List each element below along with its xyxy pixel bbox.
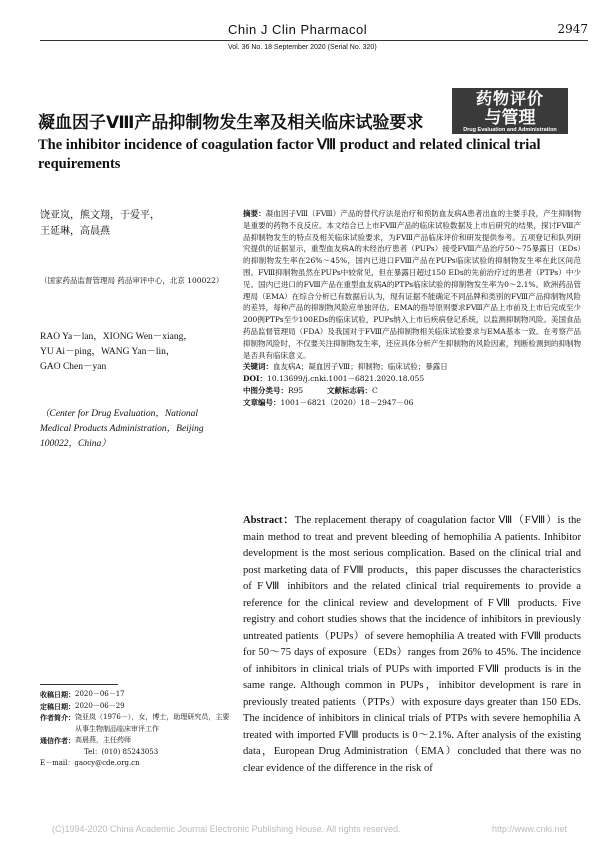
meta-value: 2020－06－17 (75, 690, 125, 698)
meta-row (40, 712, 230, 735)
footer-copyright: (C)1994-2020 China Academic Journal Electronic Publishing House. All rights reserved. (52, 824, 401, 834)
meta-value: 饶亚岚（1976－），女，博士，助理研究员，主要从事生物制品临床审评工作 (75, 713, 230, 733)
title-chinese: 凝血因子Ⅷ产品抑制物发生率及相关临床试验要求 (38, 113, 424, 133)
class-value: R95 (288, 385, 304, 395)
meta-row (40, 701, 230, 713)
meta-label: 通信作者： (40, 736, 75, 745)
contact-tel: Tel：(010) 85243053 (84, 747, 159, 756)
abstract-en-text: The replacement therapy of coagulation factor Ⅷ（FⅧ）is the main method to treat and prevent bleeding of hemophilia A patients. Inhibitor development is the most serious complication. Based on the clinical trial and post marketing data of FⅧ products，this paper discusses the characteristics of FⅧ inhibitors and the related clinical trial requirements to provide a reference for the clinical review and development of FⅧ products. Five registry and cohort studies shows that the incidence of inhibitors in previously untreated patients（PUPs）of severe hemophilia A treated with FⅧ products for 50～75 days of exposure（EDs）ranges from 26% to 45%. The incidence of inhibitors in clinical trials of PUPs with imported FⅧ products is in the same range. Although common in PUPs，inhibitor development is rare in previously treated patients（PTPs）with exposure days greater than 150 EDs. The incidence of inhibitors in clinical trials of PTPs with severe hemophilia A treated with imported FⅧ products is 0～2.1%. After analysis of the existing data，European Drug Administration（EMA）concluded that there was no clear evidence of the difference in the risk of (243, 515, 582, 774)
article-no: 1001－6821（2020）18－2947－06 (280, 397, 414, 407)
doi: 10.13699/j.cnki.1001－6821.2020.18.055 (267, 374, 425, 384)
footer-url[interactable]: http://www.cnki.net (492, 824, 568, 834)
doc-code-label: 文献标志码： (327, 385, 373, 395)
author-line: 饶亚岚，熊文翔，于爱平， (40, 210, 160, 221)
abstract-english (243, 513, 581, 777)
keywords-label: 关键词： (243, 362, 273, 372)
journal-name: Chin J Clin Pharmacol (228, 22, 368, 37)
meta-value: 高晨燕，主任药师 (75, 736, 131, 744)
meta-rule (40, 684, 118, 685)
affiliation-english: （Center for Drug Evaluation，National Medical Products Administration，Beijing 100022，China） (40, 409, 204, 449)
article-meta (40, 689, 230, 770)
abstract-cn-label: 摘要： (243, 209, 266, 218)
abstract-chinese (243, 208, 581, 409)
meta-label: 作者简介： (40, 713, 75, 722)
section-logo-line3: Drug Evaluation and Administration (463, 127, 557, 133)
page-number: 2947 (557, 22, 588, 36)
meta-row (40, 735, 230, 747)
header-rule (40, 40, 588, 41)
abstract-cn-text: 凝血因子Ⅷ（FⅧ）产品的替代疗法是治疗和预防血友病A患者出血的主要手段，产生抑制物是重要的药物不良反应。本文结合已上市FⅧ产品的临床试验数据及上市后研究的结果，探讨FⅧ产品抑制物发生的特点及相关临床试验要求，为FⅧ产品临床评价和研发提供参考。五项登记和队列研究提供的证据显示，重型血友病A的未经治疗患者（PUPs）接受FⅧ产品治疗50～75暴露日（EDs）的抑制物发生率在26%～45%，国内已进口FⅧ产品在PUPs临床试验的抑制物发生率在此区间范围。FⅧ抑制物虽然在PUPs中较常见，但在暴露日超过150 EDs的先前治疗过的患者（PTPs）中少见。国内已进口的FⅧ产品在重型血友病A的PTPs临床试验的抑制物发生率为0～2.1%。欧洲药品管理局（EMA）在综合分析已有数据后认为，现有证据不能确定不同品牌和类别的FⅧ产品抑制物风险的差异，每种产品的抑制物风险应单独评估。EMA的指导原则要求FⅧ产品上市前及上市后完成至少200例PTPs至少100EDs的临床试验，PUPs纳入上市后疾病登记系统，以监测抑制物风险。美国食品药品监督管理局（FDA）及我国对于FⅧ产品抑制物相关临床试验要求与EMA基本一致。在考察产品抑制物风险时，不仅要关注抑制物发生率，还应具体分析产生抑制物的风险因素，判断检测到的抑制物是否具有临床意义。 (243, 209, 581, 360)
class-label: 中图分类号： (243, 385, 288, 395)
author-line: YU Ai－ping，WANG Yan－lin， (40, 347, 176, 357)
title-english: The inhibitor incidence of coagulation factor Ⅷ product and related clinical trial requirements (38, 137, 541, 172)
section-logo-line1: 药物评价 (475, 89, 544, 108)
authors-english (40, 330, 230, 375)
doc-code: C (372, 385, 378, 395)
meta-label: 定稿日期： (40, 701, 75, 711)
meta-label: 收稿日期： (40, 690, 75, 699)
author-line: GAO Chen－yan (40, 362, 107, 372)
abstract-en-label: Abstract： (243, 515, 295, 526)
keywords: 血友病A；凝血因子Ⅷ；抑制物；临床试验；暴露日 (273, 362, 448, 372)
contact-email: E－mail：gaocy@cde.org.cn (40, 759, 140, 767)
authors-chinese (40, 208, 230, 240)
section-logo (452, 88, 568, 134)
section-logo-line2: 与管理 (484, 108, 536, 128)
meta-row (40, 689, 230, 701)
volume-line: Vol. 36 No. 18 September 2020 (Serial No. 320) (228, 44, 377, 51)
meta-value: 2020－06－29 (75, 701, 125, 710)
author-line: RAO Ya－lan，XIONG Wen－xiang， (40, 332, 193, 342)
author-line: 王延琳，高晨燕 (40, 226, 110, 237)
doi-label: DOI： (243, 374, 268, 384)
article-no-label: 文章编号： (243, 397, 281, 407)
affiliation-chinese: （国家药品监督管理局 药品审评中心，北京 100022） (40, 276, 224, 285)
footer (52, 824, 568, 834)
